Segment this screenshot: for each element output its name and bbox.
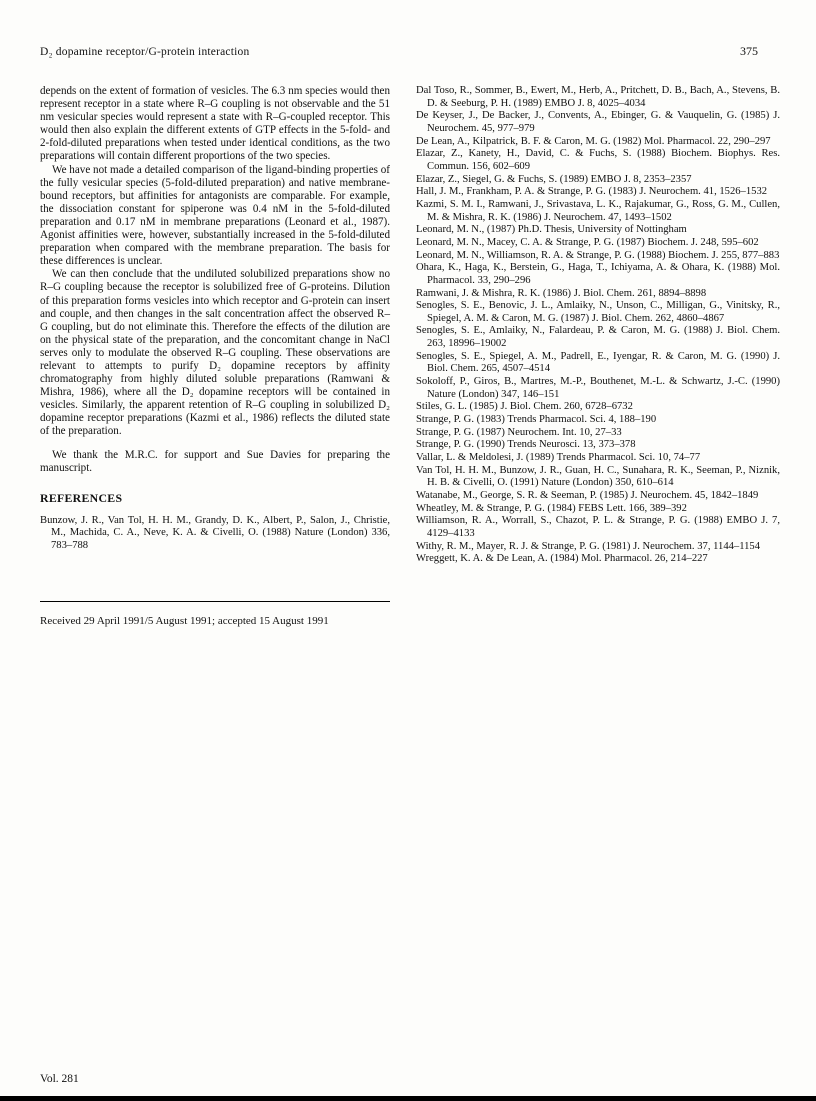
page-footer [40,1073,79,1085]
reference-entry: Bunzow, J. R., Van Tol, H. H. M., Grandy, D. K., Albert, P., Salon, J., Christie, M., Machida, C. A., Neve, K. A. & Civelli, O. (1988) Nature (London) 336, 783–788 [40,514,390,552]
reference-entry: Van Tol, H. H. M., Bunzow, J. R., Guan, H. C., Sunahara, R. K., Seeman, P., Niznik, H. B. & Civelli, O. (1991) Nature (London) 350, 610–614 [416,464,780,489]
reference-entry: Elazar, Z., Siegel, G. & Fuchs, S. (1989) EMBO J. 8, 2353–2357 [416,173,692,185]
reference-entry: Wheatley, M. & Strange, P. G. (1984) FEBS Lett. 166, 389–392 [416,502,687,514]
reference-entry: Dal Toso, R., Sommer, B., Ewert, M., Herb, A., Pritchett, D. B., Bach, A., Stevens, B. D. & Seeburg, P. H. (1989) EMBO J. 8, 4025–4034 [416,85,780,109]
reference-entry: Senogles, S. E., Benovic, J. L., Amlaiky, N., Unson, C., Milligan, G., Vinitsky, R., Spiegel, A. M. & Caron, M. G. (1987) J. Biol. Chem. 262, 4860–4867 [416,300,780,324]
reference-entry: Sokoloff, P., Giros, B., Martres, M.-P., Bouthenet, M.-L. & Schwartz, J.-C. (1990) Nature (London) 347, 146–151 [416,376,780,400]
reference-entry: Williamson, R. A., Worrall, S., Chazot, P. L. & Strange, P. G. (1988) EMBO J. 7, 4129–4133 [416,515,780,539]
two-column-layout [40,85,780,628]
reference-entry: Leonard, M. N., Macey, C. A. & Strange, P. G. (1987) Biochem. J. 248, 595–602 [416,236,759,248]
reference-entry: De Keyser, J., De Backer, J., Convents, A., Ebinger, G. & Vauquelin, G. (1985) J. Neurochem. 45, 977–979 [416,110,780,134]
right-column [416,85,780,566]
reference-entry: Ramwani, J. & Mishra, R. K. (1986) J. Biol. Chem. 261, 8894–8898 [416,287,707,299]
reference-entry: De Lean, A., Kilpatrick, B. F. & Caron, M. G. (1982) Mol. Pharmacol. 22, 290–297 [416,135,771,147]
body-paragraph: We have not made a detailed comparison of the ligand-binding properties of the fully vesicular species (5-fold-diluted preparation) and native membrane-bound receptors, but affinities for antagonists are comparable. For example, the dissociation constant for spiperone was 0.4 nM in the 5-fold-diluted preparation and 0.17 nM in membrane preparations (Leonard et al., 1987). Agonist affinities were, however, substantially increased in the 5-fold-diluted preparation when compared with the membrane preparation. The basis for these differences is unclear. [40,163,390,268]
body-paragraphs [40,85,390,439]
page-number: 375 [740,44,758,58]
body-paragraph: We can then conclude that the undiluted solubilized preparations show no R–G coupling because the receptor is solubilized free of G-proteins. Dilution of this preparation forms vesicles into which receptor and G-protein can insert and couple, and then changes in the salt concentration affect the observed R–G coupling, but do not eliminate this. Therefore the effects of the dilution are on the physical state of the preparation, and the concomitant change in NaCl serves only to modulate the observed R–G coupling. These observations are relevant to attempts to purify D₂ dopamine receptors by affinity chromatography from highly diluted soluble preparations (Ramwani & Mishra, 1986), where all the D₂ dopamine receptors will be contained in vesicles. Similarly, the apparent retention of R–G coupling in solubilized D₂ dopamine receptor preparations (Kazmi et al., 1986) reflects the diluted state of the preparation. [40,268,390,438]
divider-rule [40,601,390,602]
reference-entry: Senogles, S. E., Amlaiky, N., Falardeau, P. & Caron, M. G. (1988) J. Biol. Chem. 263, 18996–19002 [416,325,780,350]
body-paragraph: depends on the extent of formation of vesicles. The 6.3 nm species would then represent receptor in a state where R–G coupling is not observable and the 51 nm vesicular species would represent a state with R–G-coupled receptor. This would then also explain the different extents of GTP effects in the 5-fold- and 2-fold-diluted preparations when tested under identical conditions, as the two preparations will contain different proportions of the two species. [40,85,390,163]
page-header [40,44,780,59]
reference-entry: Withy, R. M., Mayer, R. J. & Strange, P. G. (1981) J. Neurochem. 37, 1144–1154 [416,540,760,552]
left-column [40,85,390,628]
volume-label: Vol. 281 [40,1073,79,1085]
acknowledgment-paragraph: We thank the M.R.C. for support and Sue Davies for preparing the manuscript. [40,448,390,474]
reference-entry: Strange, P. G. (1987) Neurochem. Int. 10, 27–33 [416,426,622,438]
received-line: Received 29 April 1991/5 August 1991; accepted 15 August 1991 [40,614,329,627]
reference-entry: Strange, P. G. (1990) Trends Neurosci. 13, 373–378 [416,439,636,451]
references-list-right [416,85,780,566]
reference-entry: Kazmi, S. M. I., Ramwani, J., Srivastava, L. K., Rajakumar, G., Ross, G. M., Cullen, M. & Mishra, R. K. (1986) J. Neurochem. 47, 1493–1502 [416,198,780,223]
reference-entry: Watanabe, M., George, S. R. & Seeman, P. (1985) J. Neurochem. 45, 1842–1849 [416,490,759,501]
reference-entry: Hall, J. M., Frankham, P. A. & Strange, P. G. (1983) J. Neurochem. 41, 1526–1532 [416,186,768,198]
references-list-left [40,515,390,553]
references-heading: REFERENCES [40,490,123,505]
reference-entry: Leonard, M. N., Williamson, R. A. & Strange, P. G. (1988) Biochem. J. 255, 877–883 [416,249,780,261]
reference-entry: Ohara, K., Haga, K., Berstein, G., Haga, T., Ichiyama, A. & Ohara, K. (1988) Mol. Pharmacol. 33, 290–296 [416,262,780,286]
reference-entry: Strange, P. G. (1983) Trends Pharmacol. Sci. 4, 188–190 [416,414,657,426]
reference-entry: Stiles, G. L. (1985) J. Biol. Chem. 260, 6728–6732 [416,401,633,413]
scan-edge-bar [0,1096,816,1101]
reference-entry: Elazar, Z., Kanety, H., David, C. & Fuchs, S. (1988) Biochem. Biophys. Res. Commun. 156, 602–609 [416,148,780,172]
reference-entry: Wreggett, K. A. & De Lean, A. (1984) Mol. Pharmacol. 26, 214–227 [416,553,708,565]
reference-entry: Senogles, S. E., Spiegel, A. M., Padrell, E., Iyengar, R. & Caron, M. G. (1990) J. Biol. Chem. 265, 4507–4514 [416,350,780,375]
reference-entry: Vallar, L. & Meldolesi, J. (1989) Trends Pharmacol. Sci. 10, 74–77 [416,452,701,464]
running-head: D₂ dopamine receptor/G-protein interaction [40,46,250,58]
reference-entry: Leonard, M. N., (1987) Ph.D. Thesis, University of Nottingham [416,224,687,236]
